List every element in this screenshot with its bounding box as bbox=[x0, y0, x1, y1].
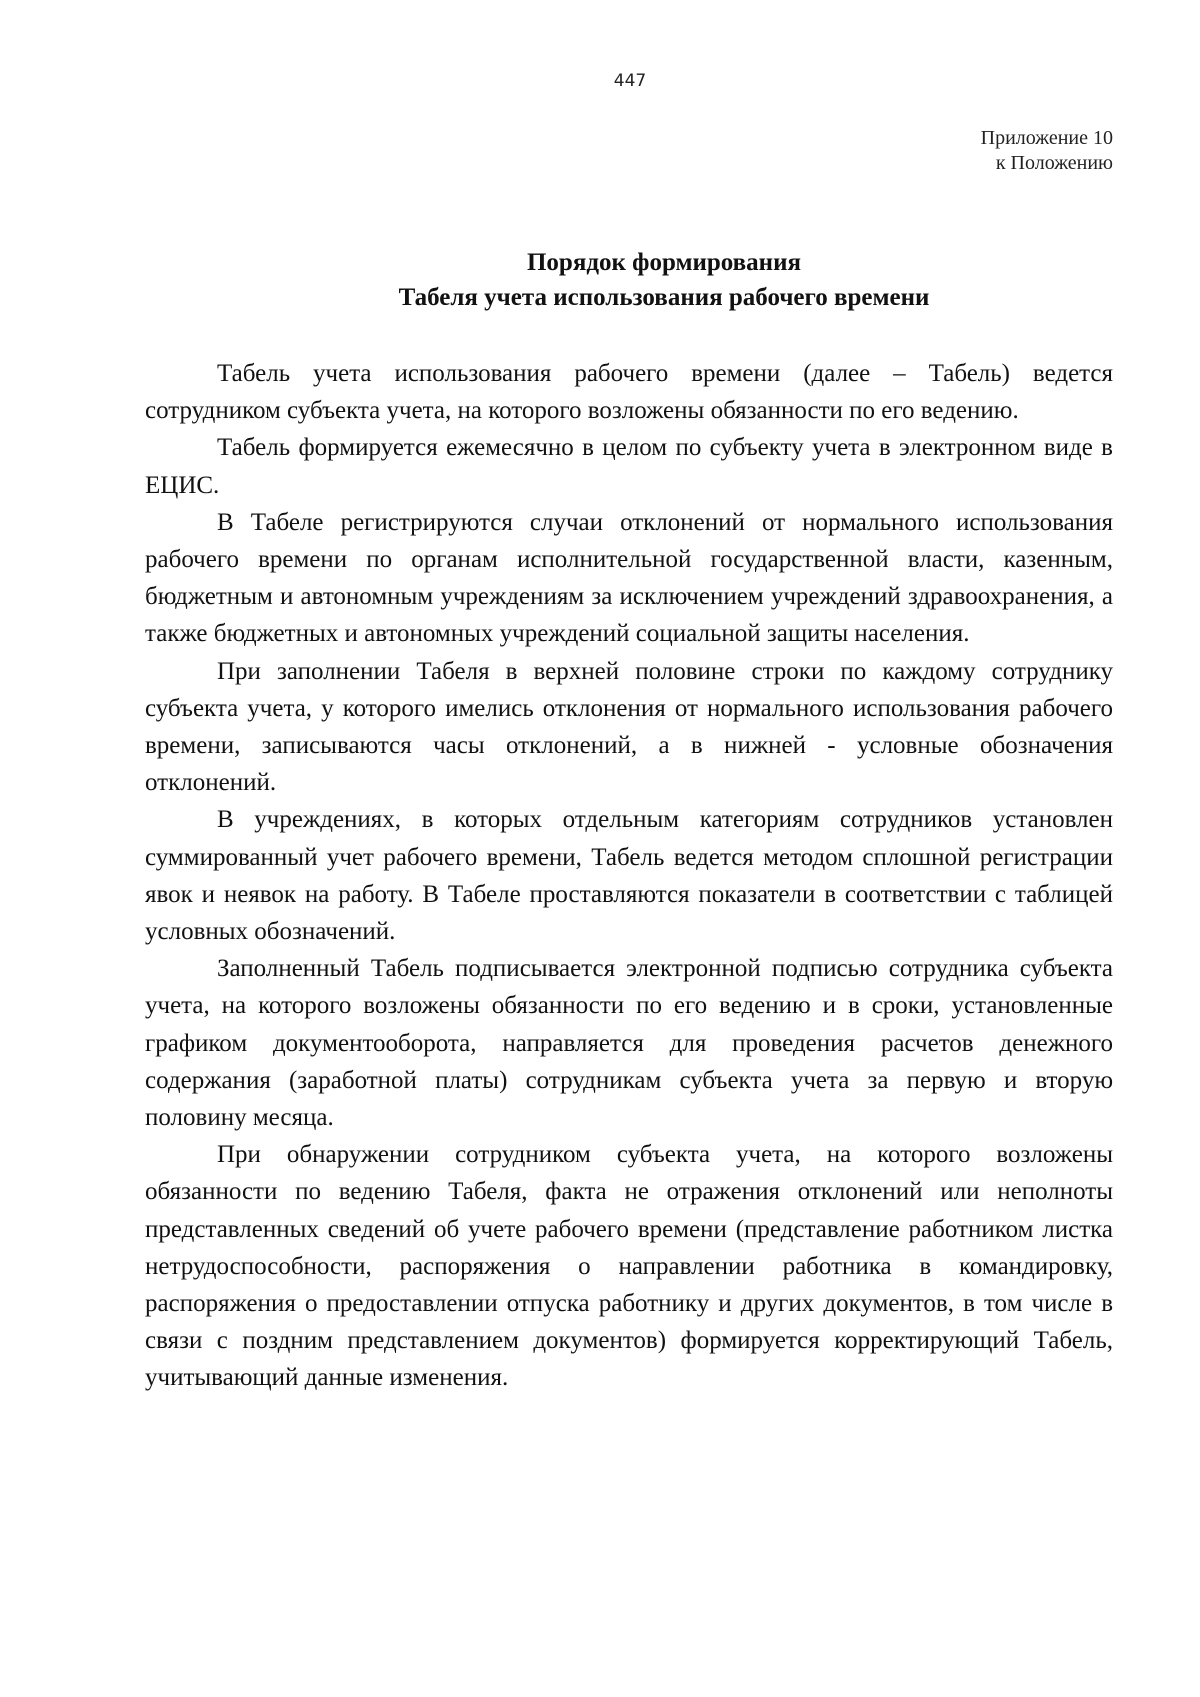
document-title bbox=[0, 245, 1200, 315]
paragraph: Табель формируется ежемесячно в целом по субъекту учета в электронном виде в ЕЦИС. bbox=[145, 434, 1113, 499]
appendix-line-1: Приложение 10 bbox=[980, 127, 1113, 149]
paragraph: В учреждениях, в которых отдельным категориям сотрудников установлен суммированный учет рабочего времени, Табель ведется методом сплошной регистрации явок и неявок на работу. В Табеле проставляются показатели в соответствии с таблицей условных обозначений. bbox=[145, 806, 1113, 946]
document-body bbox=[145, 355, 1113, 1397]
page-number: 447 bbox=[613, 71, 647, 91]
appendix-line-2: к Положению bbox=[995, 152, 1113, 174]
paragraph: При обнаружении сотрудником субъекта учета, на которого возложены обязанности по ведению Табеля, факта не отражения отклонений или неполноты представленных сведений об учете рабочего времени (представление работником листка нетрудоспособности, распоряжения о направлении работника в командировку, распоряжения о предоставлении отпуска работнику и других документов, в том числе в связи с поздним представлением документов) формируется корректирующий Табель, учитывающий данные изменения. bbox=[145, 1141, 1113, 1392]
paragraph: Табель учета использования рабочего времени (далее – Табель) ведется сотрудником субъекта учета, на которого возложены обязанности по его ведению. bbox=[145, 360, 1113, 425]
paragraph: В Табеле регистрируются случаи отклонений от нормального использования рабочего времени по органам исполнительной государственной власти, казенным, бюджетным и автономным учреждениям за исключением учреждений здравоохранения, а также бюджетных и автономных учреждений социальной защиты населения. bbox=[145, 508, 1113, 648]
title-line-2: Табеля учета использования рабочего времени bbox=[398, 284, 930, 311]
paragraph: При заполнении Табеля в верхней половине строки по каждому сотруднику субъекта учета, у которого имелись отклонения от нормального использования рабочего времени, записываются часы отклонений, а в нижней - условные обозначения отклонений. bbox=[145, 657, 1113, 797]
paragraph: Заполненный Табель подписывается электронной подписью сотрудника субъекта учета, на которого возложены обязанности по его ведению и в сроки, установленные графиком документооборота, направляется для проведения расчетов денежного содержания (заработной платы) сотрудникам субъекта учета за первую и вторую половину месяца. bbox=[145, 955, 1113, 1132]
appendix-reference bbox=[981, 126, 1113, 176]
title-line-1: Порядок формирования bbox=[526, 249, 802, 276]
